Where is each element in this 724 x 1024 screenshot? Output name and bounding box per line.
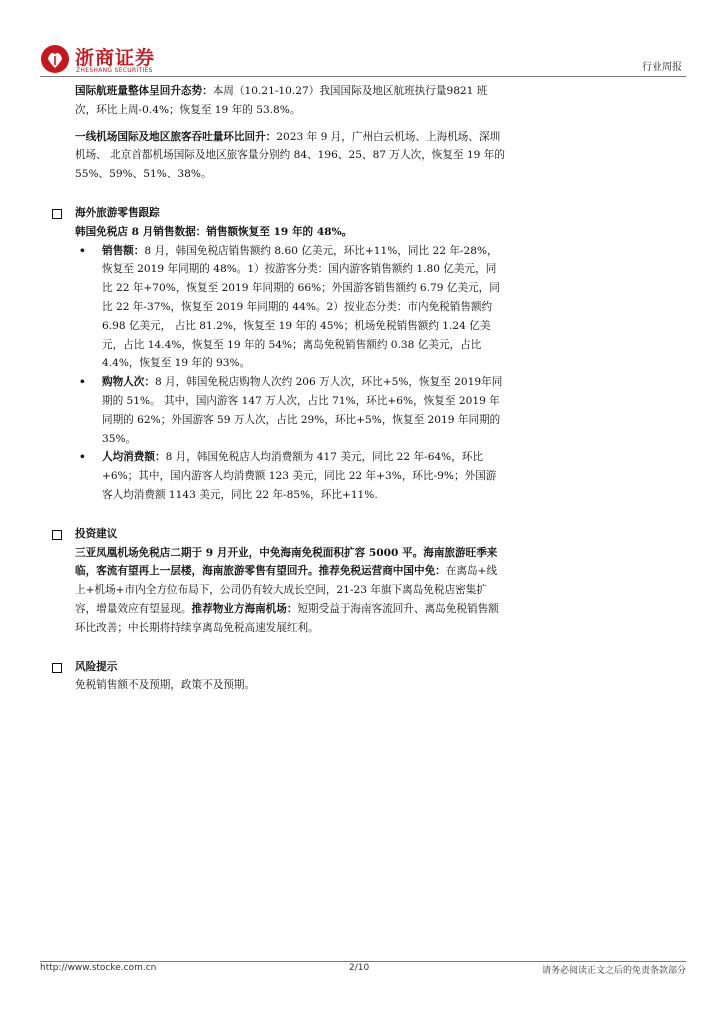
- section-investment-title: 投资建议: [75, 525, 505, 544]
- section-risk-title: 风险提示: [75, 658, 505, 677]
- report-type-label: 行业周报: [642, 62, 682, 73]
- investment-bold-2: 推荐物业方海南机场：: [191, 602, 298, 615]
- footer-divider: [40, 961, 686, 962]
- bullet-sales-label: 销售额：: [102, 244, 145, 257]
- main-content: [75, 82, 505, 695]
- checkbox-square-icon: [52, 530, 62, 540]
- intro-paragraph-flights: [75, 82, 505, 120]
- bullet-shoppers: [75, 373, 505, 448]
- brand-name-cn: 浙商证券: [75, 47, 156, 69]
- bullet-per-capita-label: 人均消费额：: [102, 451, 166, 464]
- bullet-dot-icon: •: [79, 244, 86, 257]
- investment-bold-1: 三亚凤凰机场免税店二期于 9 月开业，中免海南免税面积扩容 5000 平。海南旅游旺季来临，客流有望再上一层楼，海南旅游零售有望回升。推荐免税运营商中国中免：: [75, 546, 498, 578]
- bullet-sales: [75, 242, 505, 374]
- bullet-dot-icon: •: [79, 451, 86, 464]
- bullet-sales-text: 8 月，韩国免税店销售额约 8.60 亿美元，环比+11%，同比 22 年-28%，恢复至 2019 年同期的 48%。1）按游客分类：国内游客销售额约 1.80 亿美元，同比 22 年+70%，恢复至 2019 年同期的 66%；外国游客销售额约 6.79 亿美元，同比 22 年-37%，恢复至 2019 年同期的 44%。2）按业态分类：市内免税销售额约 6.98 亿美元， 占比 81.2%，恢复至 19 年的 45%；机场免税销售额约 1.24 亿美元，占比 14.4%，恢复至 19 年的 54%；离岛免税销售额约 0.38 亿美元，占比 4.4%，恢复至 19 年的 93%。: [102, 244, 500, 370]
- page-header: [40, 42, 686, 76]
- bullet-per-capita: [75, 448, 505, 504]
- header-divider: [40, 76, 686, 77]
- intro-airports-heading: 一线机场国际及地区旅客吞吐量环比回升：: [75, 130, 277, 143]
- bullet-per-capita-text: 8 月，韩国免税店人均消费额为 417 美元，同比 22 年-64%，环比+6%；其中，国内游客人均消费额 123 美元，同比 22 年+3%，环比-9%；外国游客人均消费额 1143 美元，同比 22 年-85%，环比+11%.: [102, 451, 497, 501]
- section-overseas-title: 海外旅游零售跟踪: [75, 204, 505, 223]
- bullet-shoppers-label: 购物人次：: [102, 376, 155, 389]
- checkbox-square-icon: [52, 663, 62, 673]
- intro-flights-heading: 国际航班量整体呈回升态势：: [75, 85, 213, 97]
- intro-airports-text: 2023 年 9 月，广州白云机场、上海机场、深圳机场、 北京首都机场国际及地区旅客量分别约 84、196、25、87 万人次，恢复至 19 年的 55%、59%、51%、38%。: [75, 130, 505, 181]
- bullet-dot-icon: •: [79, 376, 86, 389]
- page-number: 2/10: [349, 963, 370, 973]
- investment-paragraph: [75, 544, 505, 638]
- zheshang-logo-icon: [40, 44, 70, 74]
- footer-disclaimer: 请务必阅读正文之后的免责条款部分: [541, 966, 686, 976]
- bullet-shoppers-text: 8 月，韩国免税店购物人次约 206 万人次，环比+5%，恢复至 2019年同期的 51%。 其中，国内游客 147 万人次，占比 71%，环比+6%，恢复至 2019 年同期的 62%；外国游客 59 万人次，占比 29%，环比+5%，恢复至 2019 年同期的 35%。: [102, 376, 503, 445]
- intro-paragraph-airports: [75, 128, 505, 184]
- overseas-subhead: 韩国免税店 8 月销售数据：销售额恢复至 19 年的 48%。: [75, 225, 353, 238]
- checkbox-square-icon: [52, 209, 62, 219]
- footer-url-link[interactable]: http://www.stocke.com.cn: [40, 963, 157, 973]
- intro-flights-text: 本周（10.21-10.27）我国国际及地区航班执行量9821 班次，环比上周-0.4%；恢复至 19 年的 53.8%。: [75, 85, 488, 116]
- risk-text: 免税销售额不及预期，政策不及预期。: [75, 679, 256, 692]
- investment-text-2: 短期受益于海南客流回升、离岛免税销售额环比改善；中长期将持续享离岛免税高速发展红利。: [75, 602, 499, 634]
- brand-name-en: ZHESHANG SECURITIES: [76, 67, 153, 74]
- investment-text-1: 在离岛+线上+机场+市内全方位布局下，公司仍有较大成长空间，21-23 年旗下离岛免税店密集扩容，增量效应有望显现。: [75, 565, 498, 615]
- company-logo: [40, 42, 180, 76]
